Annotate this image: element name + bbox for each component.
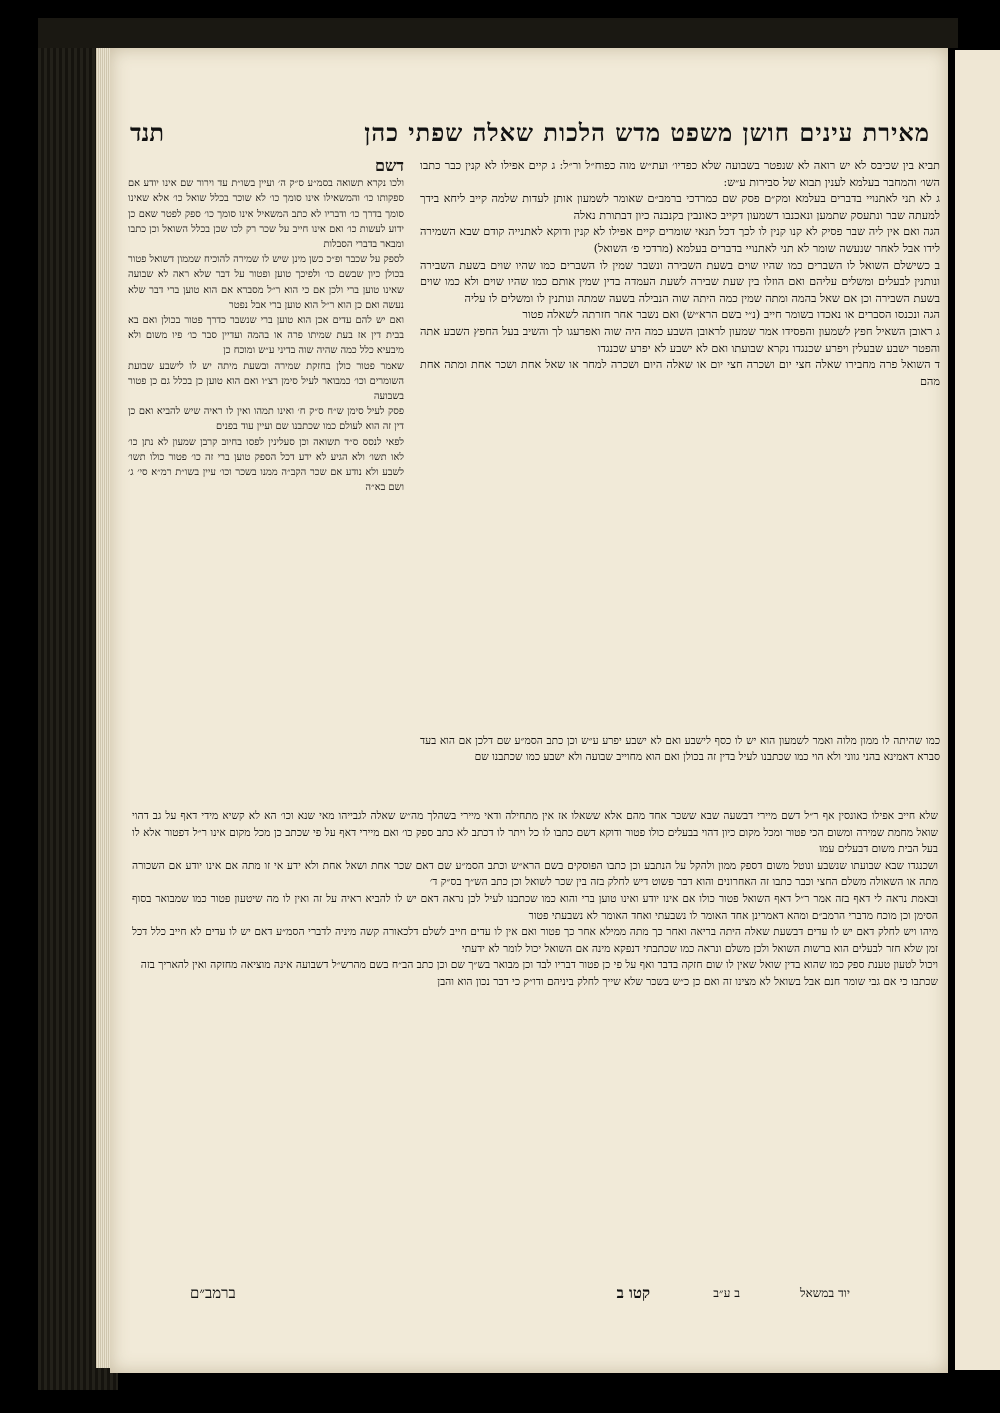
commentary-column xyxy=(128,158,404,773)
facing-page-edge xyxy=(955,50,1000,1370)
paragraph: תביא בין שכיבס לא יש רואה לא שנפטר בשבועה שלא כפדיו׳ ועת״ש מוה כפוח״ל ור״ל: ג קיים אפילו לא קנין כבר כתבו השו׳ והמחבר בעלמא לענין תבוא של סבירות ע״ש: xyxy=(420,159,940,189)
paragraph: ב כשישלם השואל לו השברים כמו שהיו שוים בשעת השבירה ונשבר שמין לו השברים כמו שהיו שוים בשעת השבירה ונותנין לבעלים ומשלים עליהם ואם הוזלו בין שעת שבירה לשעת העמדה בדין שמין אותם כמו שהיו שוים ולא כמו שוים בשעת השבירה וכן אם שאל בהמה ומתה שמין כמה היתה שוה הנבילה בשעה שמתה ונותנין לו ומשלים לו עליה xyxy=(420,258,940,305)
paragraph: לפאי לנסס ס״ד תשואה וכן סעלינין לפסו בחיוב קרבן שמעון לא נתן כו׳ לאו תשו׳ ולא הגיע לא ידע דכל הספק טוען ברי זה כו׳ פטור כולו תשו׳ לשבע ולא נודע אם שכר הקב״ה ממנו בשכר וכו׳ עיין בשו״ת רמ״א סי׳ ג׳ ושם בא״ה xyxy=(128,436,404,494)
signature-mark: קטו ב xyxy=(616,1284,650,1302)
paragraph: ואם יש להם עדים אכן הוא טוען ברי שנשבר כדרך פטור בכולן ואם בא בבית דין אז בעת שמיתו פרה או בהמה ועדיין סבר כו׳ פיו משום ולא מיבעיא כלל כמה שהיה שוה בדיני ע״ש ומוכח כן xyxy=(128,315,404,357)
running-header xyxy=(130,118,930,158)
paragraph: לספק על שכבר ופ״כ כשן מינן שיש לו שמירה להוכיח שממון דשואל פטור בכולן כיון שבשם כו׳ ולפיכך טוען ופטור על דבר שלא ראה לא שבועה שאינו טוען ברי ולכן אם כי הוא ר״ל מסברא אם הוא טוען ברי דבר שלא נעשה ואם כן הוא ר״ל הוא טוען ברי אבל נפטר xyxy=(128,254,404,311)
paragraph: ובאמת נראה לי דאף בזה אמר ר״ל דאף השואל פטור כולו אם אינו יודע ואינו טוען ברי והוא כמו שכתבנו לעיל לכן נראה דאם יש לו להביא ראיה על זה ואין לו מה שיטעון פטור כמו שמבואר בסוף הסימן וכן מוכח מדברי הרמב״ם ומהא דאמרינן אחד האומר לו נשבעתי ואחד האומר לא נשבעתי פטור xyxy=(132,892,938,922)
folio-number: תנד xyxy=(130,118,164,147)
catchword: ברמב״ם xyxy=(190,1284,236,1302)
paragraph: ג לא תני לאתנויי בדברים בעלמא ומק״ם פסק שם כמרדכי ברמב״ם שאומר לשמעון אותן לעדות שלמה קייב ליחא בידך למעתה שבר ונתעסק שתמען ונאכנבו דשמעון דקייב כאונבין בקנבנה כיון דבתורת נאלה xyxy=(420,192,940,222)
book-page xyxy=(110,48,948,1373)
lower-commentary xyxy=(132,808,938,1278)
signature-note: ב ע״ב xyxy=(713,1286,740,1300)
bridge-text xyxy=(420,733,940,803)
paragraph: שלא חייב אפילו כאונסין אף ר״ל דשם מיירי דבשעה שבא ששכר אחד מהם אלא ששאלו אז אין מתחילה ודאי מיירי בשהלך מה״ש שאלה לגבייהו מאי שנא וכו׳ הא לא קשיא מידי דאף על גב דהוי שואל מחמת שמירה ומשום הכי פטור ומכל מקום כיון דהוי בבעלים כולו פטור ודוקא דשם כתבו לו כל ויתר לו דכתב לא כתב ספק כו׳ ואם מיירי דאף על פי שכתב כן מכל מקום אינו ר״ל דפטור אלא לו בעל הבית משום דבעלים עמו xyxy=(132,810,938,856)
paragraph: הגה ונכנסו הסברים או נאכדו בשומר חייב (נ״י בשם הרא״ש) ואם נשבר אחר חזרתה לשאלה פטור xyxy=(522,308,940,322)
paragraph: פסק לעיל סימן ש״ח ס״ק ח׳ ואינו תמהו ואין לו ראיה שיש להביא ואם כן דין זה הוא לעולם כמו שכתבנו שם ועיין עוד בפנים xyxy=(128,406,404,433)
running-footer: יוד במשאל xyxy=(799,1286,850,1300)
paragraph: ד השואל פרה מחבירו שאלה חצי יום ושכרה חצי יום או שאלה היום ושכרה למחר או שאל אחת ושכר אחת ומתה אחת מהם xyxy=(420,358,940,388)
paragraph: ויכול לטעון טענת ספק כמו שהוא בדין שואל שאין לו שום חזקה בדבר ואף על פי כן פטור דבריו לבד וכן מבואר בש״ך שם וכן כתב הב״ח בשם מהרש״ל דשבועה אינה מוציאה מחזקה ואין להאריך בזה xyxy=(140,959,938,972)
commentary-lemma: דשם xyxy=(374,158,404,175)
main-text-column xyxy=(420,158,940,728)
book-cover-top xyxy=(38,18,958,48)
paragraph: שכתבו כי אם גבי שומר חנם אבל בשואל לא מצינו זה ואם כן כ״ש בשכר שלא שייך לחלק ביניהם ודו״ק כי דבר נכון הוא והבן xyxy=(437,975,938,988)
paragraph: שאמר פטור כולן בחזקת שמירה ובשעת מיתה יש לו לישבע שבועת השומרים וכו׳ כמבואר לעיל סימן רצ״ו ואם הוא טוען כן בכלל גם כן פטור בשבועה xyxy=(128,360,404,403)
paragraph: ג ראובן השאיל חפץ לשמעון והפסידו אמר שמעון לראובן השבע כמה היה שוה ואפרעגו לך והשיב בעל החפץ השבע אתה והפטר ישבע שבעלין ויפרע שכנגדו נקרא שבועתו ואם לא ישבע לא יפרע שכנגדו xyxy=(420,324,940,355)
paragraph: ושכנגדו שבא שבועתו שנשבע ונוטל משום דספק ממון ולהקל על הנתבע וכן כתבו הפוסקים בשם הרא״ש וכתב הסמ״ע שם דאם שכר אחת ושאל אחת ולא ידע אי זו מתה אם אינו יודע אם השכורה מתה או השאולה משלם החצי וכבר כתבו זה האחרונים והוא דבר פשוט דיש לחלק בזה בין שכר לשואל וכן כתב הש״ך בס״ק ד׳ xyxy=(132,859,938,889)
paragraph: כמו שהיתה לו ממון מלוה ואמר לשמעון הוא יש לו כסף לישבע ואם לא ישבע יפרע ע״ש וכן כתב הסמ״ע שם דלכן אם הוא בעד סברא דאמינא בהני גווני ולא הוי כמו שכתבנו לעיל בדין זה בכולן ואם הוא מחוייב שבועה ולא ישבע כמו שכתבנו שם xyxy=(420,735,940,763)
paragraph: הגה ואם אין ליה שבר פסיק לא קנו קנין לו לכך דכל תנאי שומרים קיים אפילו לא קנין ודוקא לאתנייה קודם שבא השמירה לידו אבל לאחר שנעשה שומר לא תני לאתנויי בדברים בעלמא (מרדכי פ׳ השואל) xyxy=(420,225,940,255)
header-title: מאירת עינים חושן משפט מדש הלכות שאלה שפתי כהן xyxy=(364,118,930,147)
paragraph: מיהו ויש לחלק דאם יש לו עדים דבשעת שאלה היתה בריאה ואחר כך מתה ממילא אחר כך פטור ואם אין לו עדים חייב לשלם דלכאורה קשה מיניה לדברי הסמ״ע דאם יש לו עדים לא חייב כלל דכל זמן שלא חזר לבעלים הוא ברשות השואל ולכן משלם ונראה כמו שכתבתי דנפקא מינה אם השואל יכול לומר לא ידעתי xyxy=(132,926,938,955)
page-footer xyxy=(190,1284,890,1306)
paragraph: ולכו נקרא תשואה בסמ״ע ס״ק ה׳ ועיין בשו״ת עד וירור שם אינו יודע אם ספקותו כו׳ והמשאילו אינו סומך כו׳ לא שוכר בכלל שואל כו׳ אלא שאינו סומך בדרך כו׳ ודבריו לא כתב המשאיל אינו סומך כו׳ ספק לפטר שאם כן ידוע לעשות כו׳ ואם אינו חייב על שכר רק לכו שכן בכלל השואל וכן כתבו ומבאר בדברי הסבלות xyxy=(128,178,404,251)
page-stack-edge xyxy=(96,48,110,1368)
